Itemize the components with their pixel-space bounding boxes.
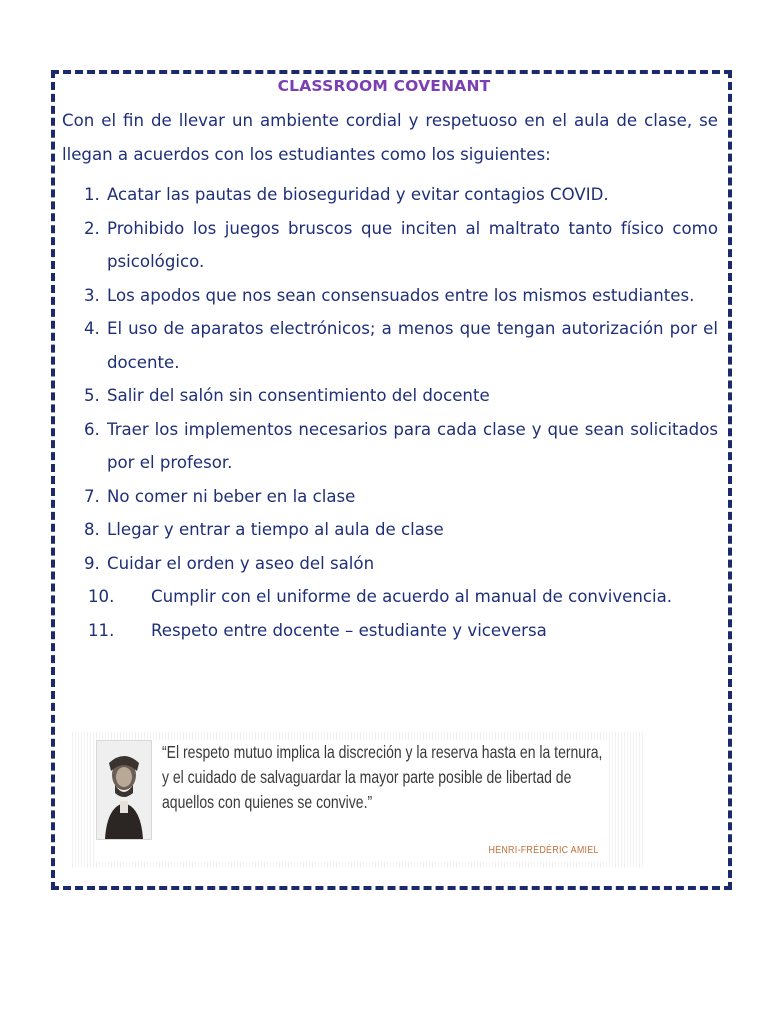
list-item: 7. No comer ni beber en la clase [84, 486, 356, 506]
list-item: 11. Respeto entre docente – estudiante y viceversa [88, 620, 547, 640]
quote-text: “El respeto mutuo implica la discreción y la reserva hasta en la ternura, y el cuidado de salvaguardar la mayor parte posible de libertad de aquellos con quienes se convive.” [162, 742, 603, 812]
portrait-icon [97, 741, 151, 839]
author-portrait [96, 740, 152, 840]
list-item: 9. Cuidar el orden y aseo del salón [84, 553, 375, 573]
list-item: 4. El uso de aparatos electrónicos; a menos que tengan autorización por el docente. [84, 319, 718, 372]
list-item: 1. Acatar las pautas de bioseguridad y evitar contagios COVID. [84, 185, 609, 204]
rules-list [62, 178, 718, 647]
list-item: 10. Cumplir con el uniforme de acuerdo al manual de convivencia. [88, 587, 673, 606]
quote-author: HENRI-FRÉDÉRIC AMIEL [488, 844, 599, 856]
quote-card [96, 740, 609, 862]
document-title: CLASSROOM COVENANT [277, 77, 491, 95]
list-item: 6. Traer los implementos necesarios para cada clase y que sean solicitados por el profesor. [84, 419, 718, 472]
quote-image [70, 732, 645, 867]
list-item: 3. Los apodos que nos sean consensuados entre los mismos estudiantes. [84, 285, 695, 305]
intro-paragraph: Con el fin de llevar un ambiente cordial y respetuoso en el aula de clase, se llegan a acuerdos con los estudiantes como los siguientes: [62, 111, 718, 164]
list-item: 8. Llegar y entrar a tiempo al aula de clase [84, 520, 444, 539]
list-item: 2. Prohibido los juegos bruscos que inciten al maltrato tanto físico como psicológico. [84, 218, 718, 271]
list-item: 5. Salir del salón sin consentimiento del docente [84, 386, 490, 405]
